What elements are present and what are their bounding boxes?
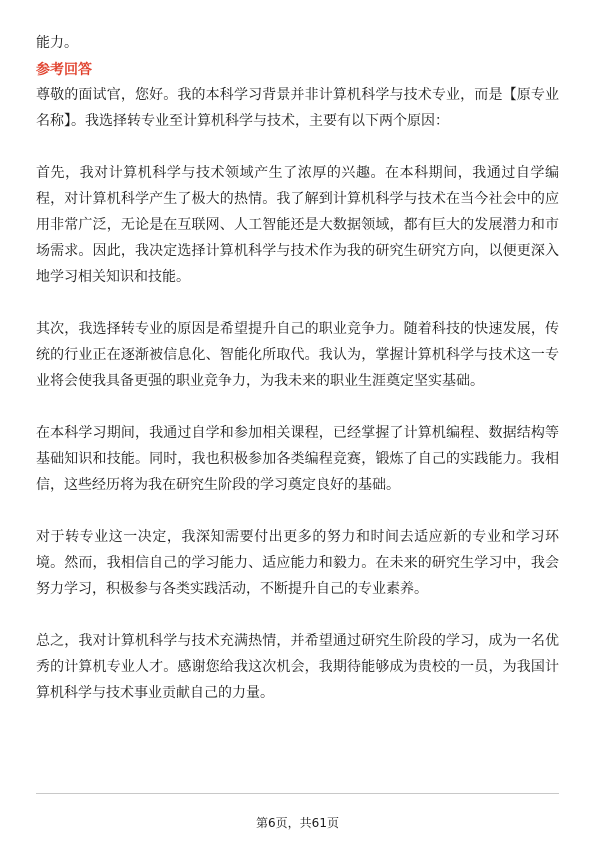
answer-paragraph-2: 首先，我对计算机科学与技术领域产生了浓厚的兴趣。在本科期间，我通过自学编程，对计算机科学产生了极大的热情。我了解到计算机科学与技术在当今社会中的应用非常广泛，无论是在互联网、人工智能还是大数据领域，都有巨大的发展潜力和市场需求。因此，我决定选择计算机科学与技术作为我的研究生研究方向，以便更深入地学习相关知识和技能。	[36, 165, 559, 285]
answer-paragraph-1: 尊敬的面试官，您好。我的本科学习背景并非计算机科学与技术专业，而是【原专业名称】。我选择转专业至计算机科学与技术，主要有以下两个原因：	[36, 87, 559, 129]
continued-text: 能力。	[36, 35, 78, 51]
section-heading: 参考回答	[36, 62, 92, 78]
footer-divider	[36, 793, 559, 794]
answer-paragraph-5: 对于转专业这一决定，我深知需要付出更多的努力和时间去适应新的专业和学习环境。然而，我相信自己的学习能力、适应能力和毅力。在未来的研究生学习中，我会努力学习，积极参与各类实践活动，不断提升自己的专业素养。	[36, 529, 559, 597]
document-body	[36, 30, 559, 732]
page-number: 第6页，共61页	[256, 816, 339, 830]
answer-paragraph-4: 在本科学习期间，我通过自学和参加相关课程，已经掌握了计算机编程、数据结构等基础知识和技能。同时，我也积极参加各类编程竞赛，锻炼了自己的实践能力。我相信，这些经历将为我在研究生阶段的学习奠定良好的基础。	[36, 425, 559, 493]
answer-paragraph-3: 其次，我选择转专业的原因是希望提升自己的职业竞争力。随着科技的快速发展，传统的行业正在逐渐被信息化、智能化所取代。我认为，掌握计算机科学与技术这一专业将会使我具备更强的职业竞争力，为我未来的职业生涯奠定坚实基础。	[36, 321, 559, 389]
answer-paragraph-6: 总之，我对计算机科学与技术充满热情，并希望通过研究生阶段的学习，成为一名优秀的计算机专业人才。感谢您给我这次机会，我期待能够成为贵校的一员，为我国计算机科学与技术事业贡献自己的力量。	[36, 633, 559, 701]
